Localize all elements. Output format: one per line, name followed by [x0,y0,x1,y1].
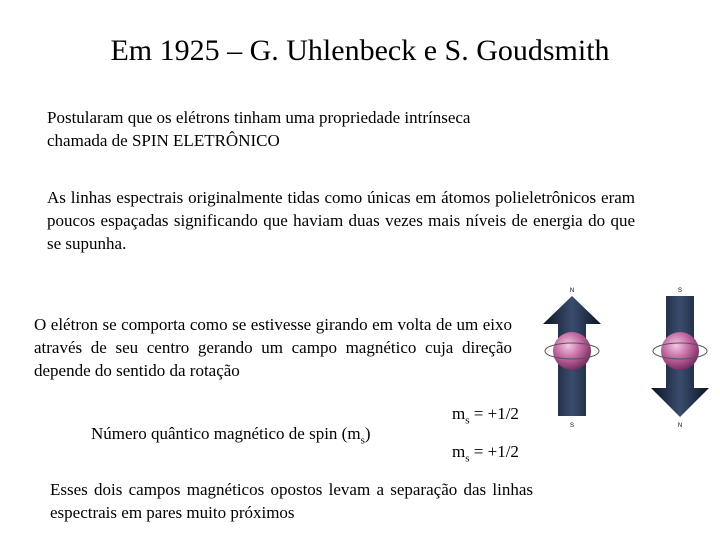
spin-down-electron [651,288,709,429]
ms-value-1: $m_s = +1/2$ [452,404,519,427]
slide-title: Em 1925 – G. Uhlenbeck e S. Goudsmith [110,34,610,67]
pole-label-top: S [677,288,683,294]
electron-ball-icon [661,332,699,370]
paragraph-line-splitting: Esses dois campos magnéticos opostos levam a separação das linhas espectrais em pares muito próximos [50,480,533,522]
pole-label-top: N [569,288,575,294]
pole-label-bottom: S [569,423,575,429]
pole-label-bottom: N [677,423,683,429]
paragraph-spectral-lines: As linhas espectrais originalmente tidas como únicas em átomos polieletrônicos eram poucos espaçadas significando que haviam duas vezes mais níveis de energia do que se supunha. [47,188,635,253]
paragraph-spin-postulate: Postularam que os elétrons tinham uma propriedade intrínseca chamada de SPIN ELETRÔNICO [47,108,471,150]
spin-up-electron [543,288,601,429]
paragraph-electron-rotation: O elétron se comporta como se estivesse girando em volta de um eixo através de seu centro gerando um campo magnético cuja direção depende do sentido da rotação [34,315,512,380]
electron-ball-icon [553,332,591,370]
spin-quantum-number-label: Número quântico magnético de spin $(m_s)$ [91,424,371,447]
ms-value-2: $m_s = +1/2$ [452,442,519,465]
electron-spin-diagram [536,282,720,432]
